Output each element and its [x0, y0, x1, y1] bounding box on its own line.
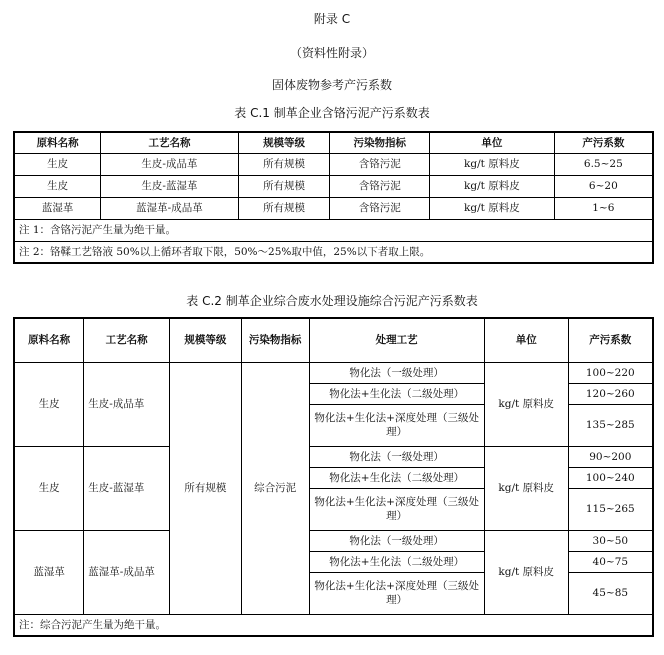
table-cell: 6~20	[554, 175, 653, 197]
table2-note-row	[14, 614, 653, 636]
table2-process-cell: 生皮-成品革	[84, 362, 170, 446]
table2-method-cell: 物化法（一级处理）	[309, 530, 484, 551]
table-cell: 含铬污泥	[330, 197, 430, 219]
table2-header-cell: 产污系数	[568, 318, 653, 362]
table2-material-cell: 蓝湿革	[14, 530, 84, 614]
table2-unit-cell: kg/t 原料皮	[484, 446, 568, 530]
table2-method-cell: 物化法+生化法（二级处理）	[309, 551, 484, 572]
table-row	[14, 175, 653, 197]
table-cell: 所有规模	[238, 153, 330, 175]
table2-header-cell: 单位	[484, 318, 568, 362]
table1-note-2: 注 2：铬鞣工艺铬液 50%以上循环者取下限，50%～25%取中值，25%以下者取上限。	[14, 241, 653, 263]
table2-material-cell: 生皮	[14, 446, 84, 530]
table-cell: kg/t 原料皮	[430, 153, 555, 175]
table-cell: kg/t 原料皮	[430, 175, 555, 197]
table-cell: 所有规模	[238, 197, 330, 219]
table2-coef-cell: 40~75	[568, 551, 653, 572]
table2-method-cell: 物化法（一级处理）	[309, 446, 484, 467]
table-row	[14, 197, 653, 219]
table1-header-cell: 工艺名称	[101, 132, 239, 153]
table2-unit-cell: kg/t 原料皮	[484, 530, 568, 614]
table-cell: 所有规模	[238, 175, 330, 197]
table1-header-cell: 规模等级	[238, 132, 330, 153]
table2-method-cell: 物化法+生化法+深度处理（三级处理）	[309, 572, 484, 614]
table-cell: 生皮	[14, 175, 101, 197]
table-row	[14, 446, 653, 467]
appendix-informative-label: （资料性附录）	[289, 46, 374, 60]
table2-header-cell: 处理工艺	[309, 318, 484, 362]
table-cell: 6.5~25	[554, 153, 653, 175]
table2-method-cell: 物化法+生化法（二级处理）	[309, 467, 484, 488]
table-cell: 含铬污泥	[330, 153, 430, 175]
table2-method-cell: 物化法（一级处理）	[309, 362, 484, 383]
table-cell: 1~6	[554, 197, 653, 219]
table2-note: 注：综合污泥产生量为绝干量。	[14, 614, 653, 636]
table2-method-cell: 物化法+生化法+深度处理（三级处理）	[309, 488, 484, 530]
table2-coef-cell: 120~260	[568, 383, 653, 404]
table2-coef-cell: 90~200	[568, 446, 653, 467]
table1-note-row	[14, 241, 653, 263]
table1-note-row	[14, 219, 653, 241]
table2-header-cell: 污染物指标	[241, 318, 309, 362]
table2-coef-cell: 135~285	[568, 404, 653, 446]
table-row	[14, 362, 653, 383]
appendix-heading: 附录 C	[313, 12, 351, 26]
table2-method-cell: 物化法+生化法+深度处理（三级处理）	[309, 404, 484, 446]
table2-coef-cell: 115~265	[568, 488, 653, 530]
table2	[13, 317, 654, 637]
table2-indicator-cell: 综合污泥	[241, 362, 309, 614]
table-cell: 含铬污泥	[330, 175, 430, 197]
table2-header-row	[14, 318, 653, 362]
table1-title: 表 C.1 制革企业含铬污泥产污系数表	[234, 106, 430, 120]
table-cell: 蓝湿革-成品革	[101, 197, 239, 219]
table1-header-cell: 污染物指标	[330, 132, 430, 153]
table2-coef-cell: 100~220	[568, 362, 653, 383]
table2-header-cell: 原料名称	[14, 318, 84, 362]
table-cell: 蓝湿革	[14, 197, 101, 219]
table1	[13, 131, 654, 264]
table-row	[14, 153, 653, 175]
table-cell: 生皮	[14, 153, 101, 175]
table-row	[14, 530, 653, 551]
table2-coef-cell: 30~50	[568, 530, 653, 551]
table2-unit-cell: kg/t 原料皮	[484, 362, 568, 446]
table-cell: 生皮-蓝湿革	[101, 175, 239, 197]
table1-header-cell: 产污系数	[554, 132, 653, 153]
table1-header-cell: 原料名称	[14, 132, 101, 153]
table2-process-cell: 蓝湿革-成品革	[84, 530, 170, 614]
table1-header-cell: 单位	[430, 132, 555, 153]
table1-note-1: 注 1：含铬污泥产生量为绝干量。	[14, 219, 653, 241]
table2-header-cell: 规模等级	[169, 318, 241, 362]
table2-title: 表 C.2 制革企业综合废水处理设施综合污泥产污系数表	[186, 294, 478, 308]
table2-coef-cell: 45~85	[568, 572, 653, 614]
table-cell: kg/t 原料皮	[430, 197, 555, 219]
table1-header-row	[14, 132, 653, 153]
table2-process-cell: 生皮-蓝湿革	[84, 446, 170, 530]
table2-coef-cell: 100~240	[568, 467, 653, 488]
table-cell: 生皮-成品革	[101, 153, 239, 175]
table2-header-cell: 工艺名称	[84, 318, 170, 362]
table2-scale-cell: 所有规模	[169, 362, 241, 614]
appendix-subtitle: 固体废物参考产污系数	[271, 78, 392, 92]
table2-method-cell: 物化法+生化法（二级处理）	[309, 383, 484, 404]
table2-material-cell: 生皮	[14, 362, 84, 446]
